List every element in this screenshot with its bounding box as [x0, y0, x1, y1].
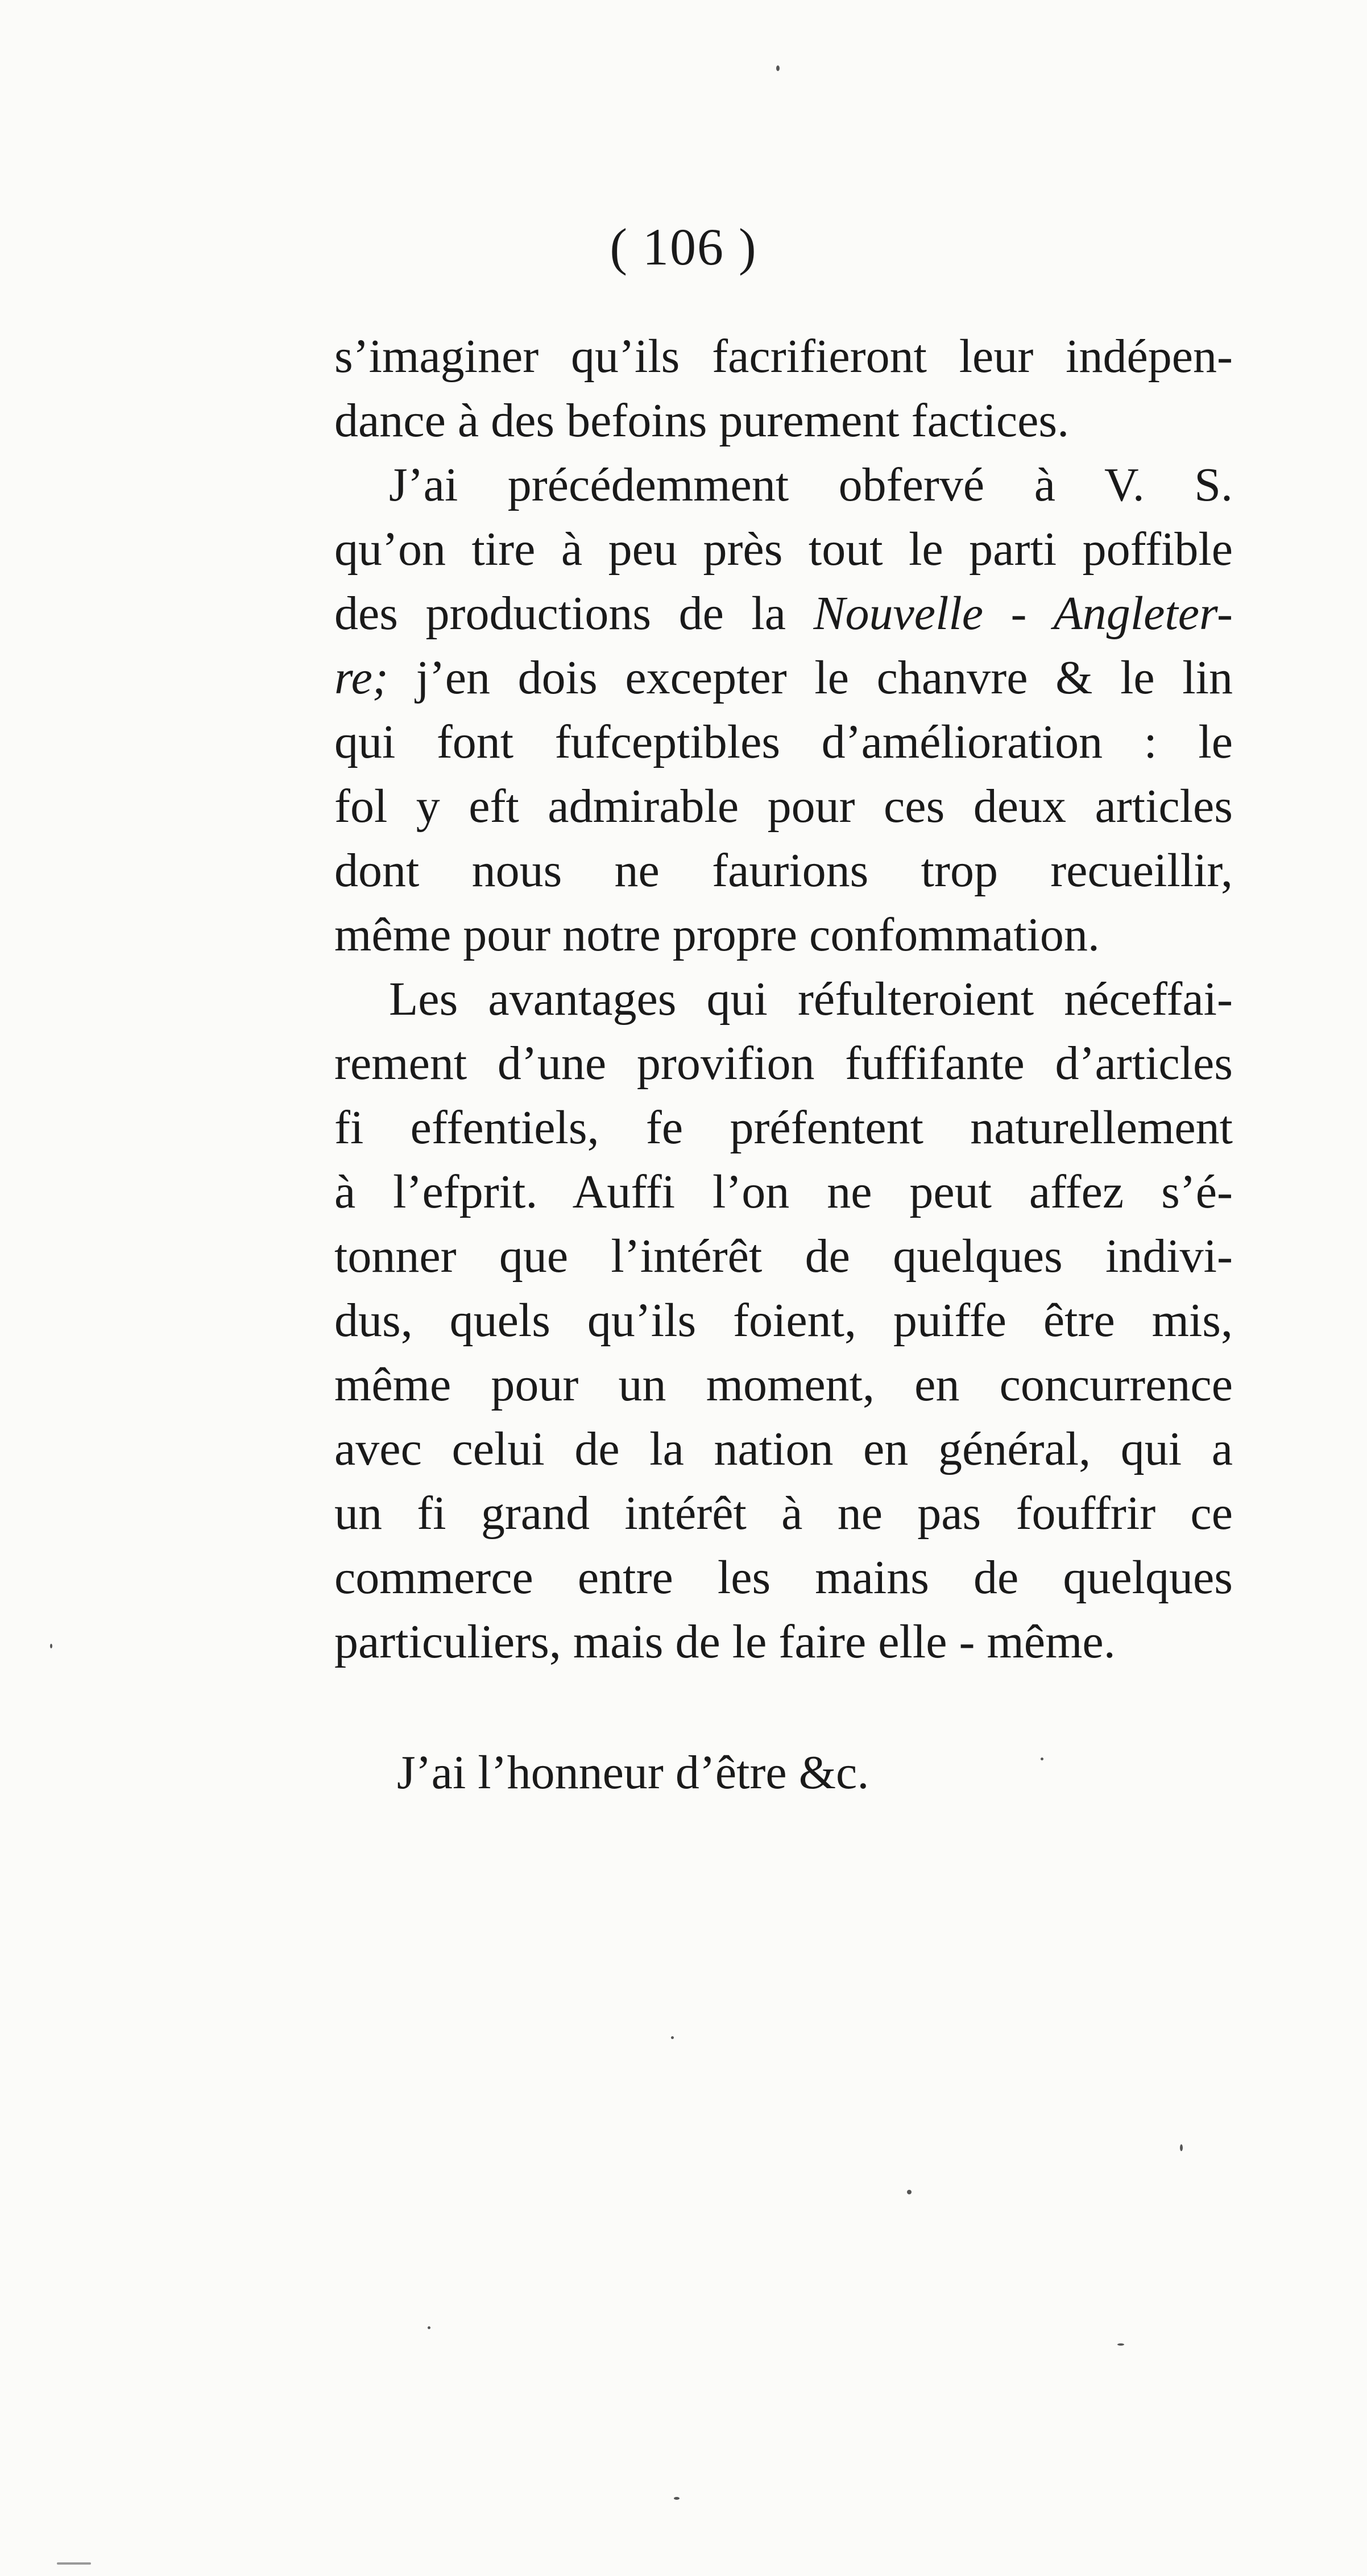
- text-line: tonner que l’intérêt de quelques indivi-: [334, 1230, 1233, 1283]
- body-text: [334, 324, 1233, 1674]
- paper-speck: [907, 2190, 912, 2194]
- closing-salutation: J’ai l’honneur d’être &c.: [397, 1746, 869, 1799]
- italic-place-name: Nouvelle - Angleter-: [813, 587, 1233, 640]
- text-line: [334, 581, 1233, 646]
- text-line: commerce entre les mains de quelques: [334, 1551, 1233, 1604]
- paper-speck: [57, 2562, 91, 2565]
- text-segment: des productions de la: [334, 587, 814, 640]
- text-line: s’imaginer qu’ils facrifieront leur indépen-: [334, 330, 1233, 383]
- paper-speck: [671, 2036, 674, 2039]
- text-line: même pour notre propre confommation.: [334, 908, 1100, 961]
- text-line: particuliers, mais de le faire elle - même.: [334, 1615, 1116, 1668]
- text-line: Les avantages qui réfulteroient néceffai-: [389, 973, 1233, 1026]
- text-line: dus, quels qu’ils foient, puiffe être mis,: [334, 1294, 1233, 1347]
- page-number: ( 106 ): [610, 218, 757, 276]
- text-line: un fi grand intérêt à ne pas fouffrir ce: [334, 1487, 1233, 1540]
- paper-speck: [674, 2497, 680, 2500]
- italic-place-name: re;: [334, 651, 388, 704]
- paper-speck: [1180, 2144, 1183, 2151]
- paper-speck: [1117, 2343, 1124, 2346]
- text-line: avec celui de la nation en général, qui a: [334, 1423, 1233, 1475]
- text-line: dont nous ne faurions trop recueillir,: [334, 844, 1233, 897]
- text-line: dance à des befoins purement factices.: [334, 394, 1070, 447]
- text-line: [334, 646, 1233, 710]
- text-line: qu’on tire à peu près tout le parti poffible: [334, 523, 1233, 576]
- paper-speck: [1041, 1758, 1043, 1760]
- text-line: J’ai précédemment obfervé à V. S.: [389, 458, 1233, 511]
- paper-speck: [776, 65, 780, 71]
- text-line: fol y eft admirable pour ces deux articles: [334, 780, 1233, 833]
- paper-speck: [428, 2326, 430, 2329]
- text-segment: j’en dois excepter le chanvre & le lin: [388, 651, 1233, 704]
- text-line: à l’efprit. Auffi l’on ne peut affez s’é-: [334, 1165, 1233, 1218]
- text-line: rement d’une provifion fuffifante d’articles: [334, 1037, 1233, 1090]
- text-line: même pour un moment, en concurrence: [334, 1358, 1233, 1411]
- paper-speck: [50, 1644, 52, 1648]
- text-line: qui font fufceptibles d’amélioration : le: [334, 716, 1233, 768]
- text-line: fi effentiels, fe préfentent naturellement: [334, 1101, 1233, 1154]
